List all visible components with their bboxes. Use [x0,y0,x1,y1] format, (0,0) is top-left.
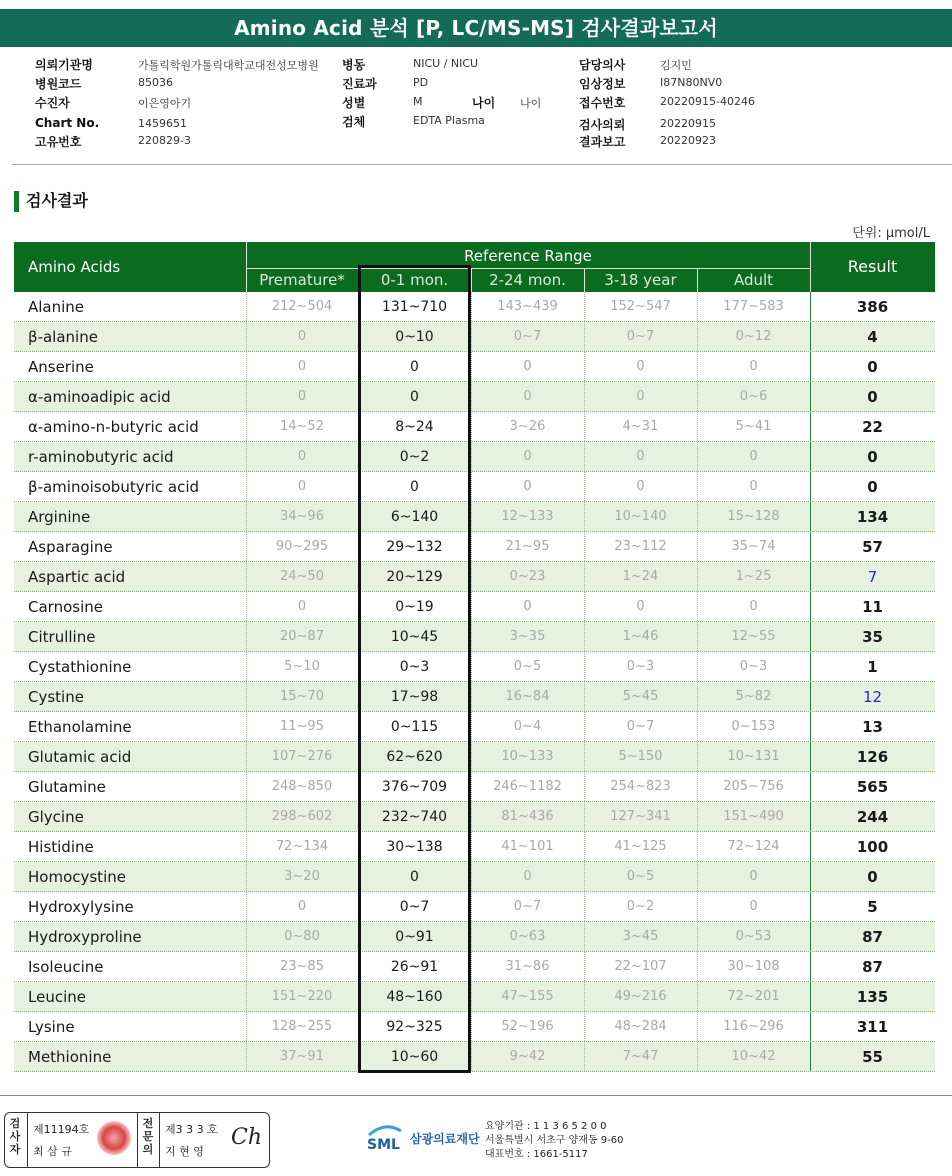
reference-range-cell: 151~490 [723,809,784,824]
reference-range-cell: 0~2 [399,449,430,465]
reference-range-cell: 0 [410,869,419,885]
reference-range-cell: 5~82 [735,689,772,704]
reference-range-cell: 0~91 [395,929,434,945]
reference-range-cell: 143~439 [497,299,558,314]
amino-acid-name: Homocystine [28,868,126,886]
reference-range-cell: 0~23 [509,569,546,584]
reference-range-cell: 0~5 [626,869,655,884]
table-row [14,802,935,832]
reference-range-cell: 151~220 [271,989,333,1004]
reference-range-cell: 298~602 [271,809,333,824]
lab-address [485,1120,624,1162]
reference-range-cell: 41~125 [614,839,667,854]
sml-logo-icon [365,1119,405,1155]
col-0-1-mon: 0-1 mon. [380,271,449,289]
table-row [14,772,935,802]
logo-text: SML [367,1137,400,1153]
age-value: 나이 [520,97,542,110]
reference-range-cell: 0 [749,449,758,464]
table-row [14,922,935,952]
reference-range-cell: 37~91 [280,1049,324,1064]
reference-range-cell: 131~710 [381,299,448,315]
institution-label: 의뢰기관명 [35,58,93,72]
result-value: 1 [867,658,878,676]
reference-range-cell: 48~160 [386,989,443,1005]
reference-range-cell: 15~70 [280,689,324,704]
official-seal [97,1121,131,1155]
reference-range-cell: 0 [523,359,532,374]
request-value: 20220915 [660,117,716,130]
reference-range-cell: 0~19 [395,599,434,615]
request-label: 검사의뢰 [579,118,626,132]
reference-range-cell: 0 [636,359,645,374]
specimen-label: 검체 [342,115,366,129]
reference-range-cell: 0~3 [399,659,430,675]
result-value: 11 [862,598,883,616]
reference-range-cell: 7~47 [622,1049,659,1064]
reference-range-cell: 72~201 [727,989,780,1004]
reference-range-cell: 0 [297,359,307,374]
reference-range-cell: 23~112 [614,539,667,554]
reference-range-cell: 0~2 [626,899,655,914]
examinee-label: 수진자 [35,96,70,110]
reference-range-cell: 0~7 [626,719,655,734]
reference-range-cell: 152~547 [610,299,671,314]
reference-range-cell: 254~823 [610,779,671,794]
amino-acid-name: Methionine [28,1048,112,1066]
reference-range-cell: 5~10 [284,659,320,674]
reference-range-cell: 0~80 [284,929,320,944]
reference-range-cell: 0~115 [390,719,439,735]
table-row [14,382,935,412]
result-value: 7 [867,568,878,586]
reference-range-cell: 23~85 [280,959,324,974]
reference-range-cell: 10~45 [390,629,439,645]
stamp-divider [27,1113,28,1167]
reference-range-cell: 24~50 [280,569,324,584]
amino-acid-name: Histidine [28,838,94,856]
receipt-label: 접수번호 [579,96,626,110]
table-row [14,352,935,382]
reference-range-cell: 107~276 [271,749,333,764]
reference-range-cell: 1~25 [735,569,772,584]
reference-range-cell: 72~124 [727,839,780,854]
reference-range-cell: 0 [297,449,307,464]
stamp-divider [159,1113,160,1167]
institution-value: 가톨릭학원가톨릭대학교대전성모병원 [138,59,319,72]
reference-range-cell: 0 [410,359,419,375]
result-value: 87 [862,928,883,946]
reference-range-cell: 0~5 [513,659,542,674]
reference-range-cell: 5~41 [735,419,772,434]
result-value: 22 [862,418,883,436]
result-value: 135 [856,988,889,1006]
report-title: Amino Acid 분석 [P, LC/MS-MS] 검사결과보고서 [0,9,952,47]
sex-label: 성별 [342,96,366,110]
table-row [14,832,935,862]
results-table [14,242,935,1072]
table-row [14,292,935,322]
reference-range-cell: 177~583 [723,299,784,314]
result-value: 0 [867,388,878,406]
col-result: Result [847,257,898,276]
specimen-value: EDTA Plasma [413,114,485,127]
amino-acid-name: Leucine [28,988,86,1006]
table-row [14,1042,935,1072]
table-row [14,622,935,652]
reference-range-cell: 8~24 [395,419,434,435]
reference-range-cell: 232~740 [381,809,448,825]
reference-range-cell: 31~86 [505,959,550,974]
amino-acid-name: Ethanolamine [28,718,132,736]
doctor-value: 김지민 [660,59,692,72]
reference-range-cell: 22~107 [614,959,667,974]
table-row [14,682,935,712]
header-divider [810,242,811,292]
reference-range-cell: 0 [297,899,307,914]
reference-range-cell: 0 [523,869,532,884]
dept-value: PD [413,76,429,89]
result-value: 565 [856,778,889,796]
table-row [14,982,935,1012]
reference-range-cell: 0~4 [513,719,542,734]
stamp-divider [137,1113,138,1167]
result-value: 0 [867,478,878,496]
specialist-name: 지 현 영 [165,1145,204,1158]
reference-range-cell: 10~60 [390,1049,439,1065]
reference-range-cell: 3~20 [284,869,320,884]
reference-range-cell: 10~140 [614,509,667,524]
amino-acid-name: α-aminoadipic acid [28,388,171,406]
amino-acid-name: r-aminobutyric acid [28,448,174,466]
table-row [14,562,935,592]
reference-range-cell: 81~436 [501,809,554,824]
result-value: 55 [862,1048,883,1066]
table-row [14,322,935,352]
reference-range-cell: 48~284 [614,1019,667,1034]
reference-range-cell: 1~24 [622,569,659,584]
address-line: 대표번호 : 1661-5117 [485,1149,588,1160]
reference-range-cell: 16~84 [505,689,550,704]
tester-label: 검사자 [9,1117,21,1156]
reference-range-cell: 15~128 [727,509,780,524]
reference-range-cell: 0~3 [739,659,768,674]
table-row [14,742,935,772]
result-value: 0 [867,868,878,886]
amino-acid-name: Glutamine [28,778,106,796]
table-header [14,242,935,292]
result-value: 311 [856,1018,889,1036]
table-row [14,502,935,532]
reference-range-cell: 0 [297,389,307,404]
reference-range-cell: 376~709 [381,779,448,795]
reference-range-cell: 0 [749,359,758,374]
unique-no-value: 220829-3 [138,134,191,147]
clinical-value: I87N80NV0 [660,76,723,89]
result-value: 12 [862,688,883,706]
reference-range-cell: 1~46 [622,629,659,644]
reference-range-cell: 5~45 [622,689,659,704]
reference-range-cell: 6~140 [390,509,439,525]
reference-range-cell: 14~52 [280,419,324,434]
reference-range-cell: 41~101 [501,839,554,854]
reference-range-cell: 116~296 [723,1019,784,1034]
col-2-24-mon: 2-24 mon. [489,271,566,289]
reference-range-cell: 0 [297,329,307,344]
amino-acid-name: β-alanine [28,328,98,346]
reference-range-cell: 29~132 [386,539,443,555]
reference-range-cell: 205~756 [723,779,784,794]
reference-range-cell: 9~42 [509,1049,546,1064]
reference-range-cell: 3~35 [509,629,546,644]
reference-range-cell: 0 [523,389,532,404]
table-row [14,712,935,742]
reference-range-cell: 30~138 [386,839,443,855]
result-value: 100 [856,838,889,856]
amino-acid-name: Cystathionine [28,658,132,676]
specialist-license-no: 제3 3 3 호 [165,1123,218,1136]
hospital-code-value: 85036 [138,76,173,89]
result-value: 0 [867,358,878,376]
reference-range-cell: 0 [523,599,532,614]
reference-range-cell: 90~295 [275,539,329,554]
signature-stamp-box [4,1112,270,1168]
reference-range-cell: 30~108 [727,959,780,974]
result-value: 386 [856,298,889,316]
reference-range-cell: 20~87 [280,629,324,644]
reference-range-cell: 0 [297,479,307,494]
reference-range-cell: 0~3 [626,659,655,674]
reference-range-cell: 0~7 [513,329,542,344]
reference-range-cell: 0 [749,599,758,614]
amino-acid-name: Glutamic acid [28,748,132,766]
table-row [14,1012,935,1042]
reference-range-cell: 0 [749,899,758,914]
amino-acid-name: Isoleucine [28,958,104,976]
amino-acid-name: β-aminoisobutyric acid [28,478,200,496]
reference-range-cell: 0~12 [735,329,772,344]
amino-acid-name: Glycine [28,808,84,826]
result-value: 57 [862,538,883,556]
age-label: 나이 [472,96,496,110]
result-value: 244 [856,808,889,826]
reference-range-cell: 3~45 [622,929,659,944]
reference-range-cell: 62~620 [386,749,443,765]
result-value: 35 [862,628,883,646]
sex-value: M [413,95,423,108]
reference-range-cell: 0~6 [739,389,768,404]
reference-range-cell: 10~42 [731,1049,776,1064]
result-value: 5 [867,898,878,916]
col-premature: Premature* [259,271,345,289]
reference-range-cell: 0 [636,389,645,404]
reference-range-cell: 92~325 [386,1019,443,1035]
result-value: 134 [856,508,889,526]
reference-range-cell: 0 [636,449,645,464]
brand-name: 삼광의료재단 [410,1132,480,1146]
amino-acid-name: Carnosine [28,598,103,616]
reference-range-cell: 3~26 [509,419,546,434]
chart-no-label: Chart No. [35,116,100,130]
ward-value: NICU / NICU [413,57,479,70]
reference-range-cell: 0~53 [735,929,772,944]
specialist-signature: Ch [231,1125,263,1150]
amino-acid-name: Aspartic acid [28,568,126,586]
amino-acid-name: Citrulline [28,628,96,646]
examinee-value: 이은영아기 [138,97,192,110]
reference-range-cell: 0 [523,479,532,494]
reference-range-cell: 0 [523,449,532,464]
reference-range-cell: 0~10 [395,329,434,345]
reference-range-cell: 26~91 [390,959,439,975]
receipt-value: 20220915-40246 [660,95,755,108]
amino-acid-name: Alanine [28,298,85,316]
col-reference-range: Reference Range [464,247,592,265]
reference-range-cell: 0 [410,479,419,495]
col-adult: Adult [733,271,774,289]
table-body [14,292,935,1072]
reference-range-cell: 0 [297,599,307,614]
result-value: 126 [856,748,889,766]
unique-no-label: 고유번호 [35,135,82,149]
reference-range-cell: 10~131 [727,749,780,764]
reference-range-cell: 4~31 [622,419,659,434]
table-row [14,472,935,502]
amino-acid-name: Anserine [28,358,94,376]
reference-range-cell: 5~150 [618,749,663,764]
amino-acid-name: Lysine [28,1018,75,1036]
result-value: 13 [862,718,883,736]
specialist-label: 전문의 [142,1117,154,1156]
reference-range-cell: 0 [749,869,758,884]
amino-acid-name: Arginine [28,508,91,526]
dept-label: 진료과 [342,77,377,91]
reference-range-cell: 0 [749,479,758,494]
table-row [14,952,935,982]
result-value: 87 [862,958,883,976]
col-3-18-year: 3-18 year [604,271,677,289]
amino-acid-name: Asparagine [28,538,113,556]
clinical-label: 임상정보 [579,77,626,91]
doctor-label: 담당의사 [579,58,626,72]
reference-range-cell: 52~196 [501,1019,554,1034]
reference-range-cell: 248~850 [271,779,333,794]
amino-acid-name: Cystine [28,688,84,706]
reference-range-cell: 0~153 [731,719,776,734]
reference-range-cell: 21~95 [505,539,550,554]
amino-acid-name: Hydroxyproline [28,928,142,946]
reference-range-cell: 11~95 [280,719,324,734]
result-value: 0 [867,448,878,466]
reference-range-cell: 72~134 [275,839,329,854]
reference-range-cell: 0 [410,389,419,405]
section-title: 검사결과 [14,189,88,213]
reference-range-cell: 0 [636,599,645,614]
footer-divider [0,1095,952,1096]
table-row [14,532,935,562]
reference-range-cell: 128~255 [271,1019,333,1034]
reference-range-cell: 212~504 [271,299,333,314]
report-date-value: 20220923 [660,134,716,147]
reference-range-cell: 12~133 [501,509,554,524]
reference-range-cell: 246~1182 [493,779,562,794]
reference-range-cell: 0~7 [626,329,655,344]
reference-range-cell: 0 [636,479,645,494]
reference-range-cell: 34~96 [280,509,324,524]
unit-label: 단위: μmol/L [852,226,930,241]
reference-range-cell: 49~216 [614,989,667,1004]
address-line: 서울특별시 서초구 양재동 9-60 [485,1135,624,1146]
table-row [14,892,935,922]
tester-name: 최 삼 규 [33,1145,72,1158]
hospital-code-label: 병원코드 [35,77,82,91]
reference-range-cell: 17~98 [390,689,439,705]
reference-range-cell: 0~63 [509,929,546,944]
table-row [14,652,935,682]
reference-range-cell: 47~155 [501,989,554,1004]
reference-range-cell: 127~341 [610,809,671,824]
reference-range-cell: 12~55 [731,629,776,644]
reference-range-cell: 0~7 [513,899,542,914]
table-row [14,412,935,442]
patient-info [0,55,952,165]
tester-license-no: 제11194호 [33,1123,90,1136]
chart-no-value: 1459651 [138,117,187,130]
col-amino-acids: Amino Acids [28,258,121,276]
table-row [14,862,935,892]
amino-acid-name: α-amino-n-butyric acid [28,418,199,436]
result-value: 4 [867,328,878,346]
reference-range-cell: 35~74 [731,539,776,554]
table-row [14,442,935,472]
info-divider [12,164,952,165]
reference-range-cell: 0~7 [399,899,430,915]
table-row [14,592,935,622]
reference-range-cell: 10~133 [501,749,554,764]
report-date-label: 결과보고 [579,135,626,149]
reference-range-cell: 20~129 [386,569,443,585]
ward-label: 병동 [342,58,366,72]
address-line: 요양기관 : 1 1 3 6 5 2 0 0 [485,1121,607,1132]
amino-acid-name: Hydroxylysine [28,898,134,916]
